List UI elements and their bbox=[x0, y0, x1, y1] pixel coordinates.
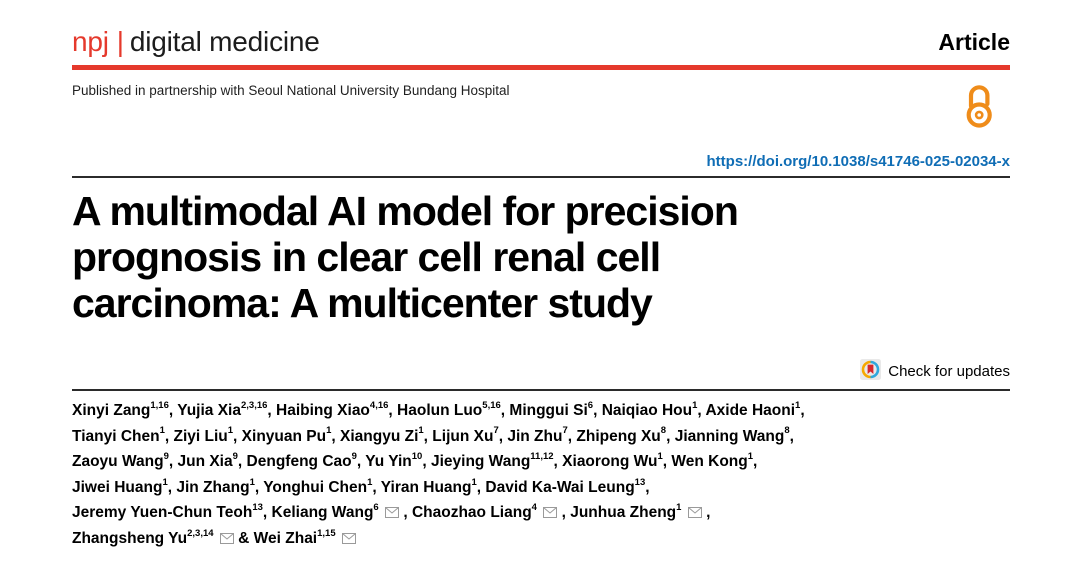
author-affiliation-superscript: 1 bbox=[367, 476, 373, 488]
author-line: Zhangsheng Yu$^{2,3,14}$ & Wei Zhai$^{1,15}$ bbox=[72, 526, 1010, 552]
author-line: Xinyi Zang$^{1,16}$, Yujia Xia$^{2,3,16}$, Haibing Xiao$^{4,16}$, Haolun Luo$^{5,16}$, Minggui Si$^6$, Naiqiao Hou$^1$, Axide Haoni$^1$, bbox=[72, 399, 805, 419]
author-affiliation-superscript: 1 bbox=[657, 451, 663, 463]
title-line: carcinoma: A multicenter study bbox=[72, 280, 652, 326]
author-name: Minggui Si bbox=[509, 402, 588, 419]
author-affiliation-superscript: 13 bbox=[634, 476, 646, 488]
author-affiliation-superscript: 4 bbox=[531, 502, 537, 514]
envelope-icon[interactable] bbox=[385, 507, 399, 518]
author-list bbox=[72, 398, 1010, 552]
journal-logo-npj: npj bbox=[72, 26, 109, 57]
author-affiliation-superscript: 1 bbox=[418, 425, 424, 437]
author-affiliation-superscript: 1 bbox=[747, 451, 754, 463]
author-affiliation-superscript: 13 bbox=[252, 502, 263, 514]
author-name: Jeremy Yuen-Chun Teoh bbox=[72, 504, 253, 522]
author-name: Axide Haoni bbox=[705, 402, 796, 419]
author-name: Haibing Xiao bbox=[276, 402, 370, 419]
author-affiliation-superscript: 1 bbox=[676, 502, 682, 514]
author-affiliation-superscript: 5,16 bbox=[482, 399, 501, 411]
author-name: Jin Zhu bbox=[507, 427, 563, 445]
author-affiliation-superscript: 1 bbox=[326, 425, 332, 437]
author-affiliation-superscript: 9 bbox=[232, 451, 238, 463]
author-name: Xinyi Zang bbox=[72, 402, 151, 419]
author-affiliation-superscript: 1,15 bbox=[317, 527, 336, 539]
authors-divider-rule bbox=[72, 389, 1010, 391]
envelope-icon[interactable] bbox=[688, 507, 702, 518]
envelope-icon[interactable] bbox=[543, 507, 557, 518]
author-name: Wei Zhai bbox=[253, 529, 318, 547]
author-line: Tianyi Chen$^1$, Ziyi Liu$^1$, Xinyuan Pu$^1$, Xiangyu Zi$^1$, Lijun Xu$^7$, Jin Zhu$^7$, Zhipeng Xu$^8$, Jianning Wang$^8$, bbox=[72, 425, 794, 445]
author-affiliation-superscript: 7 bbox=[562, 425, 568, 437]
author-affiliation-superscript: 11,12 bbox=[530, 451, 554, 463]
author-name: David Ka-Wai Leung bbox=[485, 478, 635, 496]
author-affiliation-superscript: 1 bbox=[795, 399, 801, 411]
author-name: Jiwei Huang bbox=[72, 478, 163, 496]
article-type-label: Article bbox=[938, 29, 1010, 55]
author-affiliation-superscript: 7 bbox=[493, 425, 499, 437]
author-affiliation-superscript: 2,3,14 bbox=[187, 527, 214, 539]
journal-logo bbox=[72, 26, 320, 58]
doi-link[interactable]: https://doi.org/10.1038/s41746-025-02034-x bbox=[706, 153, 1010, 170]
author-name: Haolun Luo bbox=[397, 402, 483, 419]
author-name: Zhangsheng Yu bbox=[72, 529, 188, 547]
author-name: Lijun Xu bbox=[432, 427, 494, 445]
masthead-red-rule bbox=[72, 65, 1010, 70]
author-name: Xiaorong Wu bbox=[562, 453, 658, 471]
author-name: Zhipeng Xu bbox=[576, 427, 661, 445]
author-name: Xinyuan Pu bbox=[241, 427, 327, 445]
doi-row bbox=[72, 153, 1010, 170]
author-line: Jeremy Yuen-Chun Teoh$^{13}$, Keliang Wang$^6$ , Chaozhao Liang$^4$ , Junhua Zheng$^1$ , bbox=[72, 502, 711, 522]
author-name: Yujia Xia bbox=[177, 402, 241, 419]
journal-masthead bbox=[72, 26, 1010, 58]
check-for-updates-badge[interactable] bbox=[72, 360, 1010, 382]
envelope-icon[interactable] bbox=[342, 533, 356, 544]
author-name: Wen Kong bbox=[671, 453, 748, 471]
author-affiliation-superscript: 8 bbox=[784, 425, 790, 437]
author-affiliation-superscript: 9 bbox=[351, 451, 357, 463]
author-affiliation-superscript: 1,16 bbox=[150, 399, 169, 411]
author-name: Dengfeng Cao bbox=[246, 453, 352, 471]
author-affiliation-superscript: 10 bbox=[411, 451, 423, 463]
author-affiliation-superscript: 2,3,16 bbox=[240, 399, 268, 411]
author-affiliation-superscript: 9 bbox=[163, 451, 169, 463]
envelope-icon[interactable] bbox=[220, 533, 234, 544]
crossmark-check-for-updates-icon bbox=[860, 359, 881, 384]
author-name: Keliang Wang bbox=[271, 504, 374, 522]
author-name: Jieying Wang bbox=[430, 453, 531, 471]
author-name: Jun Xia bbox=[177, 453, 233, 471]
partnership-text: Published in partnership with Seoul National University Bundang Hospital bbox=[72, 83, 510, 98]
author-affiliation-superscript: 1 bbox=[159, 425, 165, 437]
author-line: Jiwei Huang$^1$, Jin Zhang$^1$, Yonghui Chen$^1$, Yiran Huang$^1$, David Ka-Wai Leung$^{13}$, bbox=[72, 476, 650, 496]
journal-logo-name: digital medicine bbox=[129, 26, 320, 57]
article-title bbox=[72, 188, 1010, 326]
author-line: Zaoyu Wang$^9$, Jun Xia$^9$, Dengfeng Cao$^9$, Yu Yin$^{10}$, Jieying Wang$^{11,12}$, Xiaorong Wu$^1$, Wen Kong$^1$, bbox=[72, 451, 758, 471]
author-affiliation-superscript: 1 bbox=[227, 425, 234, 437]
check-for-updates-label: Check for updates bbox=[888, 362, 1010, 380]
journal-logo-separator: | bbox=[116, 26, 124, 57]
author-affiliation-superscript: 6 bbox=[373, 502, 379, 514]
author-affiliation-superscript: 6 bbox=[587, 399, 594, 411]
header-divider-rule bbox=[72, 176, 1010, 178]
author-name: Yu Yin bbox=[365, 453, 412, 471]
title-line: A multimodal AI model for precision bbox=[72, 188, 738, 234]
author-affiliation-superscript: 1 bbox=[692, 399, 698, 411]
author-name: Xiangyu Zi bbox=[340, 427, 419, 445]
author-name: Ziyi Liu bbox=[173, 427, 228, 445]
author-name: Jianning Wang bbox=[674, 427, 785, 445]
author-affiliation-superscript: 1 bbox=[471, 476, 477, 488]
author-name: Yiran Huang bbox=[380, 478, 472, 496]
author-name: Yonghui Chen bbox=[263, 478, 368, 496]
author-name: Chaozhao Liang bbox=[411, 504, 532, 522]
author-name: Tianyi Chen bbox=[72, 427, 160, 445]
open-access-lock-icon bbox=[962, 84, 996, 133]
partnership-row bbox=[72, 81, 1010, 127]
author-name: Naiqiao Hou bbox=[601, 402, 693, 419]
title-line: prognosis in clear cell renal cell bbox=[72, 234, 661, 280]
author-affiliation-superscript: 1 bbox=[249, 476, 255, 488]
author-name: Junhua Zheng bbox=[570, 504, 677, 522]
author-affiliation-superscript: 1 bbox=[162, 476, 168, 488]
author-name: Jin Zhang bbox=[176, 478, 250, 496]
author-affiliation-superscript: 8 bbox=[660, 425, 667, 437]
author-affiliation-superscript: 4,16 bbox=[369, 399, 389, 411]
author-name: Zaoyu Wang bbox=[72, 453, 164, 471]
